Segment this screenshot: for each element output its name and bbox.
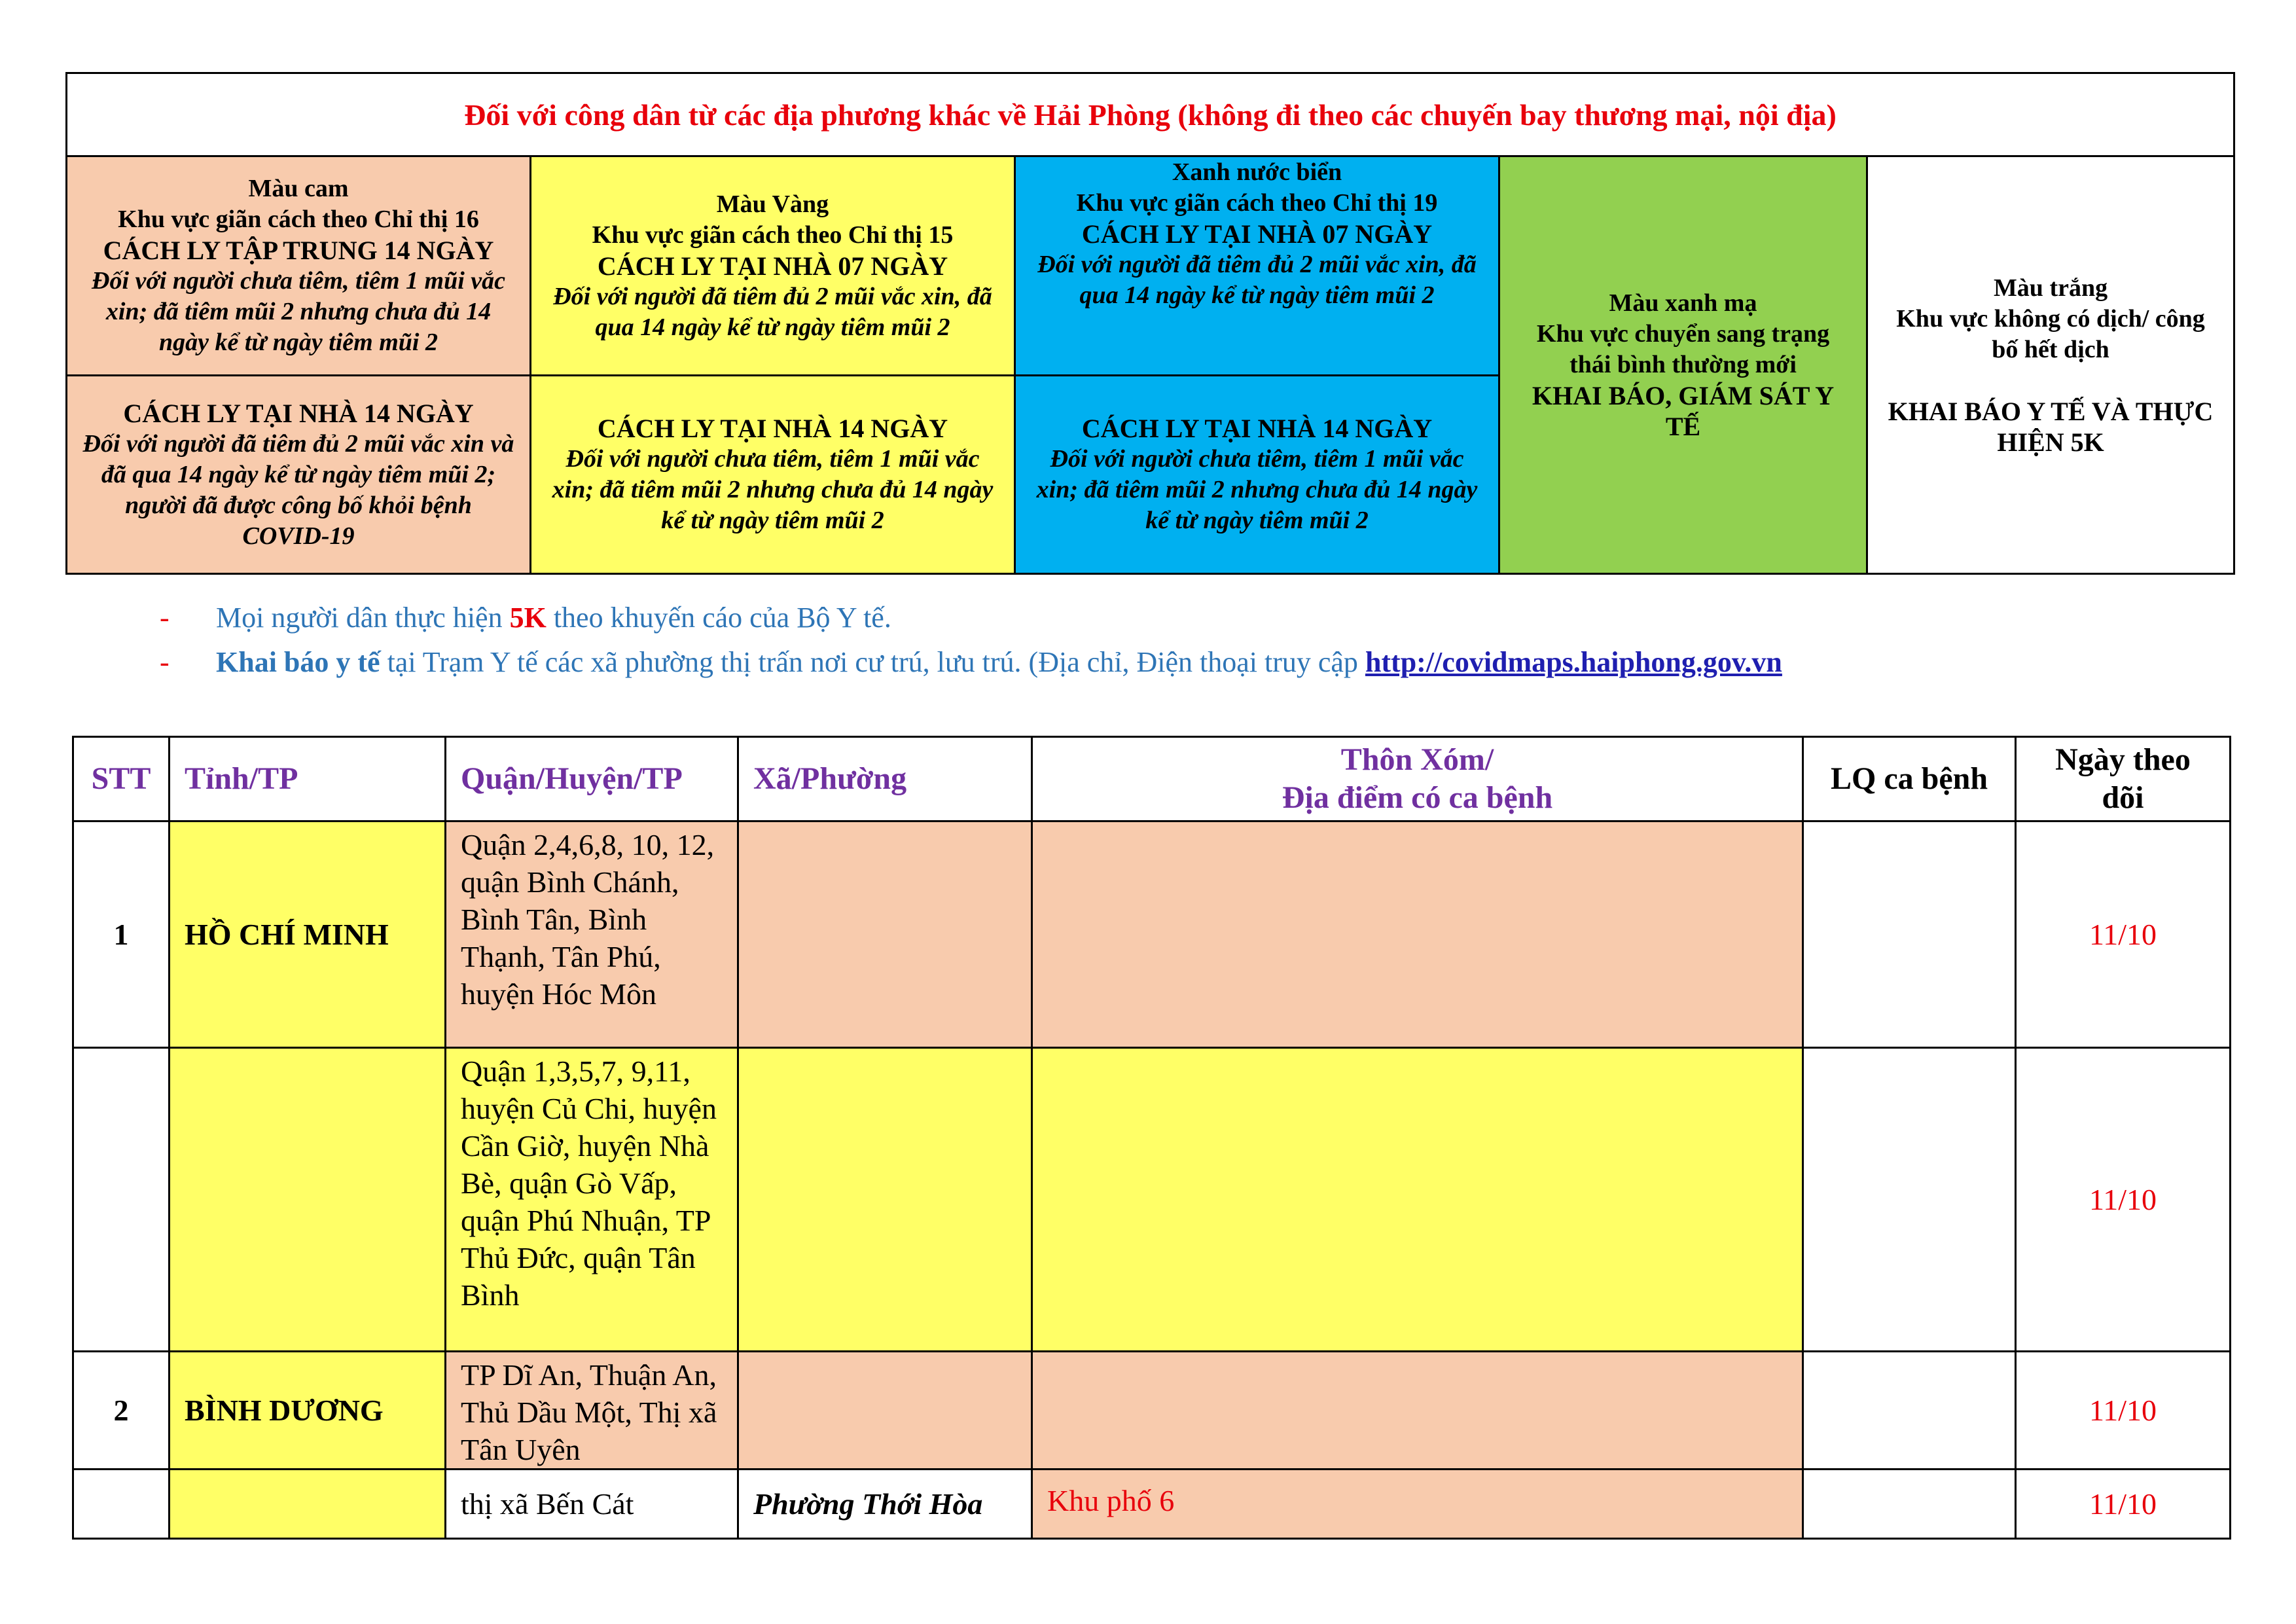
- table-row: [73, 1048, 2231, 1352]
- blue-zone-name: Xanh nước biển: [1172, 158, 1342, 186]
- white-zone-name: Màu trắng: [1993, 274, 2108, 302]
- blue-zone-rule1: CÁCH LY TẠI NHÀ 07 NGÀY: [1081, 219, 1433, 249]
- row-stt: 2: [73, 1352, 170, 1470]
- row-province: [170, 1470, 446, 1539]
- row-province: BÌNH DƯƠNG: [170, 1352, 446, 1470]
- bullet-dash: -: [160, 602, 170, 634]
- row-ward: [738, 1048, 1032, 1352]
- row-date: 11/10: [2016, 1470, 2231, 1539]
- row-related-case: [1803, 1352, 2016, 1470]
- blue-zone-area: Khu vực giãn cách theo Chỉ thị 19: [1076, 189, 1438, 217]
- row-date: 11/10: [2016, 821, 2231, 1048]
- blue-zone-rule2-desc: Đối với người chưa tiêm, tiêm 1 mũi vắc xin; đã tiêm mũi 2 nhưng chưa đủ 14 ngày kể từ ngày tiêm mũi 2: [1036, 445, 1478, 534]
- table-row: [73, 1352, 2231, 1470]
- row-place: [1032, 1352, 1803, 1470]
- white-zone-area: Khu vực không có dịch/ công bố hết dịch: [1896, 304, 2205, 363]
- covidmaps-link[interactable]: http://covidmaps.haiphong.gov.vn: [1365, 646, 1782, 678]
- yellow-zone-rule1: CÁCH LY TẠI NHÀ 07 NGÀY: [597, 251, 948, 281]
- header-place: [1032, 737, 1803, 821]
- row-place: [1032, 1048, 1803, 1352]
- row-district: Quận 1,3,5,7, 9,11, huyện Củ Chi, huyện Cần Giờ, huyện Nhà Bè, quận Gò Vấp, quận Phú Nhuận, TP Thủ Đức, quận Tân Bình: [446, 1048, 738, 1352]
- table-row: [73, 1470, 2231, 1539]
- orange-zone-name: Màu cam: [248, 175, 349, 202]
- row-district: TP Dĩ An, Thuận An, Thủ Dầu Một, Thị xã Tân Uyên: [446, 1352, 738, 1470]
- orange-zone-rule1: CÁCH LY TẬP TRUNG 14 NGÀY: [103, 236, 494, 265]
- row-related-case: [1803, 1470, 2016, 1539]
- bullet-dash: -: [160, 646, 170, 678]
- note-declaration-text: tại Trạm Y tế các xã phường thị trấn nơi cư trú, lưu trú. (Địa chỉ, Điện thoại truy cập: [380, 646, 1365, 678]
- yellow-zone-rule2-desc: Đối với người chưa tiêm, tiêm 1 mũi vắc xin; đã tiêm mũi 2 nhưng chưa đủ 14 ngày kể từ ngày tiêm mũi 2: [552, 445, 994, 534]
- row-stt: [73, 1470, 170, 1539]
- row-ward: [738, 1352, 1032, 1470]
- orange-zone-cell-2: [67, 376, 531, 574]
- blue-zone-cell-2: [1015, 376, 1499, 574]
- row-province: HỒ CHÍ MINH: [170, 821, 446, 1048]
- row-province: [170, 1048, 446, 1352]
- note-5k-highlight: 5K: [509, 602, 547, 634]
- yellow-zone-rule2: CÁCH LY TẠI NHÀ 14 NGÀY: [597, 414, 948, 443]
- blue-zone-rule2: CÁCH LY TẠI NHÀ 14 NGÀY: [1081, 414, 1433, 443]
- yellow-zone-cell-2: [531, 376, 1015, 574]
- zone-legend-table: [65, 72, 2235, 575]
- blue-zone-cell: [1015, 156, 1499, 376]
- header-related-case: LQ ca bệnh: [1803, 737, 2016, 821]
- row-place: [1032, 821, 1803, 1048]
- white-zone-cell: [1867, 156, 2234, 574]
- header-ward: Xã/Phường: [738, 737, 1032, 821]
- white-zone-rule: KHAI BÁO Y TẾ VÀ THỰC HIỆN 5K: [1888, 396, 2214, 457]
- row-date: 11/10: [2016, 1352, 2231, 1470]
- row-stt: 1: [73, 821, 170, 1048]
- row-place: Khu phố 6: [1032, 1470, 1803, 1539]
- orange-zone-area: Khu vực giãn cách theo Chỉ thị 16: [118, 206, 479, 233]
- row-ward: Phường Thới Hòa: [738, 1470, 1032, 1539]
- header-stt: STT: [73, 737, 170, 821]
- header-place-line2: Địa điểm có ca bệnh: [1282, 780, 1553, 815]
- header-date: Ngày theo dõi: [2016, 737, 2231, 821]
- note-5k-text: Mọi người dân thực hiện: [216, 602, 510, 634]
- yellow-zone-area: Khu vực giãn cách theo Chỉ thị 15: [592, 221, 954, 249]
- row-ward: [738, 821, 1032, 1048]
- green-zone-name: Màu xanh mạ: [1609, 289, 1757, 317]
- note-declaration-bold: Khai báo y tế: [216, 646, 380, 678]
- green-zone-rule: KHAI BÁO, GIÁM SÁT Y TẾ: [1532, 381, 1835, 441]
- yellow-zone-rule1-desc: Đối với người đã tiêm đủ 2 mũi vắc xin, đã qua 14 ngày kể từ ngày tiêm mũi 2: [553, 282, 992, 341]
- legend-title: Đối với công dân từ các địa phương khác về Hải Phòng (không đi theo các chuyến bay thương mại, nội địa): [67, 73, 2234, 156]
- header-district: Quận/Huyện/TP: [446, 737, 738, 821]
- table-header-row: [73, 737, 2231, 821]
- header-province: Tỉnh/TP: [170, 737, 446, 821]
- row-district: Quận 2,4,6,8, 10, 12, quận Bình Chánh, Bình Tân, Bình Thạnh, Tân Phú, huyện Hóc Môn: [446, 821, 738, 1048]
- row-related-case: [1803, 1048, 2016, 1352]
- note-5k-text-end: theo khuyến cáo của Bộ Y tế.: [546, 602, 891, 634]
- orange-zone-rule1-desc: Đối với người chưa tiêm, tiêm 1 mũi vắc xin; đã tiêm mũi 2 nhưng chưa đủ 14 ngày kể từ ngày tiêm mũi 2: [92, 267, 505, 356]
- row-date: 11/10: [2016, 1048, 2231, 1352]
- case-locations-table: [72, 736, 2231, 1540]
- green-zone-area: Khu vực chuyển sang trạng thái bình thường mới: [1536, 320, 1830, 378]
- row-related-case: [1803, 821, 2016, 1048]
- orange-zone-cell: [67, 156, 531, 376]
- orange-zone-rule2: CÁCH LY TẠI NHÀ 14 NGÀY: [123, 398, 474, 428]
- blue-zone-rule1-desc: Đối với người đã tiêm đủ 2 mũi vắc xin, đã qua 14 ngày kể từ ngày tiêm mũi 2: [1037, 251, 1477, 309]
- yellow-zone-name: Màu Vàng: [716, 190, 829, 218]
- table-row: [73, 821, 2231, 1048]
- green-zone-cell: [1499, 156, 1867, 574]
- header-place-line1: Thôn Xóm/: [1340, 742, 1494, 777]
- row-stt: [73, 1048, 170, 1352]
- row-district: thị xã Bến Cát: [446, 1470, 738, 1539]
- orange-zone-rule2-desc: Đối với người đã tiêm đủ 2 mũi vắc xin và đã qua 14 ngày kể từ ngày tiêm mũi 2; người đã được công bố khỏi bệnh COVID-19: [82, 429, 514, 550]
- yellow-zone-cell: [531, 156, 1015, 376]
